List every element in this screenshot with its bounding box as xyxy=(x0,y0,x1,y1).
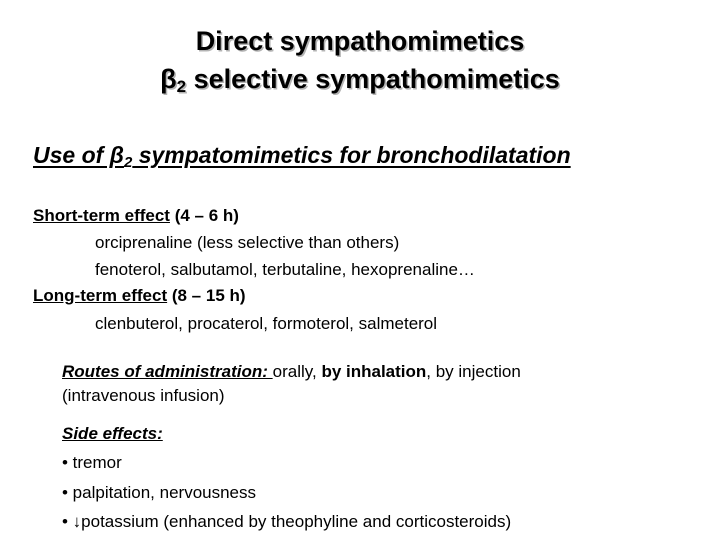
side-effect-item-3: • ↓potassium (enhanced by theophyline and corticosteroids) xyxy=(62,512,512,531)
title-beta-subscript: 2 xyxy=(176,77,187,96)
title-line-1: Direct sympathomimetics xyxy=(195,26,525,56)
routes-text-2: , by injection xyxy=(426,362,521,381)
routes-text-1: orally, xyxy=(272,362,322,381)
routes-inhalation: by inhalation xyxy=(321,362,427,381)
long-term-label: Long-term effect xyxy=(33,286,168,305)
short-term-item-2: fenoterol, salbutamol, terbutaline, hexoprenaline… xyxy=(95,260,475,279)
side-effects-label: Side effects: xyxy=(62,424,163,443)
short-term-item-1: orciprenaline (less selective than others) xyxy=(95,233,400,252)
long-term-item-1: clenbuterol, procaterol, formoterol, salmeterol xyxy=(95,314,438,333)
bronchodilatation-heading xyxy=(33,142,571,169)
side-effect-item-1: • tremor xyxy=(62,453,122,472)
title-line-2 xyxy=(0,60,720,98)
heading-subscript: 2 xyxy=(123,154,133,171)
routes-line-2: (intravenous infusion) xyxy=(62,386,225,405)
side-effect-item-2: • palpitation, nervousness xyxy=(62,483,257,502)
heading-prefix: Use of β xyxy=(33,142,124,168)
short-term-duration: (4 – 6 h) xyxy=(169,206,239,225)
title-beta: β xyxy=(160,64,177,94)
long-term-duration: (8 – 15 h) xyxy=(167,286,246,305)
routes-line-1 xyxy=(62,362,521,382)
short-term-label: Short-term effect xyxy=(33,206,170,225)
long-term-heading xyxy=(33,286,246,306)
heading-suffix: sympatomimetics for bronchodilatation xyxy=(132,142,571,168)
routes-label: Routes of administration: xyxy=(62,362,273,381)
short-term-heading xyxy=(33,206,239,226)
title-line-2-text: selective sympathomimetics xyxy=(186,64,560,94)
slide-title xyxy=(0,22,720,98)
